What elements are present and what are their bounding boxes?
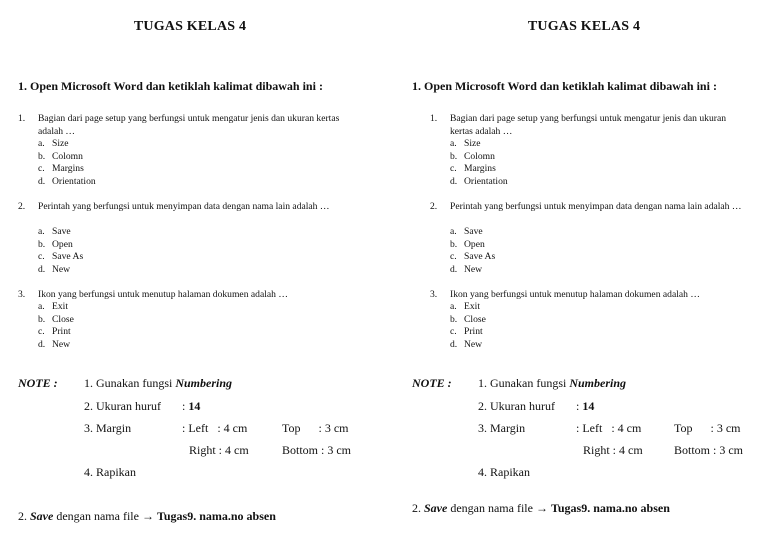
option: c. Save As [450, 251, 496, 262]
note-item-3: 3. Margin [84, 421, 132, 435]
option: c. Save As [38, 251, 84, 262]
options-list [38, 226, 83, 276]
note-item-2: 2. Ukuran huruf [84, 399, 161, 413]
option: c. Margins [38, 163, 84, 174]
option: d. Orientation [450, 175, 508, 187]
note-font-size: : 14 [576, 399, 595, 413]
note-item-3: 3. Margin [478, 421, 526, 435]
question-text: Perintah yang berfungsi untuk menyimpan data dengan nama lain adalah … [450, 201, 742, 212]
option: c. Print [38, 326, 71, 337]
option: c. Margins [450, 163, 496, 174]
note-item-1: 1. Gunakan fungsi Numbering [478, 376, 627, 390]
margin-left: : Left : 4 cm [576, 421, 642, 435]
option: d. New [450, 263, 483, 275]
option: a. Size [38, 138, 69, 149]
save-instruction: 2. Save dengan nama file → Tugas9. nama.no absen [412, 501, 670, 515]
right-page [394, 0, 768, 543]
note-item-2: 2. Ukuran huruf [478, 399, 555, 413]
option: a. Save [450, 226, 483, 237]
option: a. Size [450, 138, 481, 149]
option: b. Close [38, 313, 74, 325]
arrow-icon: → [535, 501, 548, 515]
note-item-4: 4. Rapikan [478, 465, 530, 479]
note-item-4: 4. Rapikan [84, 465, 136, 479]
option: a. Exit [38, 301, 68, 312]
page-title: TUGAS KELAS 4 [133, 19, 247, 34]
options-list [38, 301, 74, 351]
arrow-icon: → [141, 509, 154, 523]
options-list [450, 226, 495, 276]
question-number: 2. [18, 201, 26, 212]
option: c. Print [450, 326, 483, 337]
margin-right: Right : 4 cm [583, 443, 643, 457]
option: b. Colomn [450, 150, 495, 162]
instruction-heading: 1. Open Microsoft Word dan ketiklah kalimat dibawah ini : [18, 79, 323, 93]
question-number: 1. [430, 113, 438, 124]
option: b. Open [38, 238, 73, 250]
option: d. Orientation [38, 175, 96, 187]
option: d. New [450, 338, 483, 350]
option: a. Save [38, 226, 71, 237]
margin-bottom: Bottom : 3 cm [674, 443, 743, 457]
question-number: 3. [430, 289, 438, 300]
page-title: TUGAS KELAS 4 [527, 19, 641, 34]
note-font-size: : 14 [182, 399, 201, 413]
instruction-heading: 1. Open Microsoft Word dan ketiklah kalimat dibawah ini : [412, 79, 717, 93]
margin-top: Top : 3 cm [674, 421, 741, 435]
margin-right: Right : 4 cm [189, 443, 249, 457]
options-list [450, 301, 486, 351]
option: b. Open [450, 238, 485, 250]
option: b. Close [450, 313, 486, 325]
margin-bottom: Bottom : 3 cm [282, 443, 351, 457]
question-text: Ikon yang berfungsi untuk menutup halaman dokumen adalah … [38, 289, 288, 300]
note-label: NOTE : [18, 376, 58, 390]
option: d. New [38, 263, 71, 275]
note-label: NOTE : [412, 376, 452, 390]
question-text: Ikon yang berfungsi untuk menutup halaman dokumen adalah … [450, 289, 700, 300]
question-text: Bagian dari page setup yang berfungsi untuk mengatur jenis dan ukuran kertas adalah … [38, 113, 340, 137]
margin-top: Top : 3 cm [282, 421, 349, 435]
save-instruction: 2. Save dengan nama file → Tugas9. nama.no absen [18, 509, 276, 523]
question-text: Perintah yang berfungsi untuk menyimpan data dengan nama lain adalah … [38, 201, 330, 212]
margin-left: : Left : 4 cm [182, 421, 248, 435]
question-number: 1. [18, 113, 26, 124]
option: d. New [38, 338, 71, 350]
option: b. Colomn [38, 150, 83, 162]
option: a. Exit [450, 301, 480, 312]
question-number: 3. [18, 289, 26, 300]
note-item-1: 1. Gunakan fungsi Numbering [84, 376, 233, 390]
question-text: Bagian dari page setup yang berfungsi untuk mengatur jenis dan ukuran kertas adalah … [450, 113, 727, 137]
question-number: 2. [430, 201, 438, 212]
options-list [450, 138, 508, 188]
options-list [38, 138, 96, 188]
